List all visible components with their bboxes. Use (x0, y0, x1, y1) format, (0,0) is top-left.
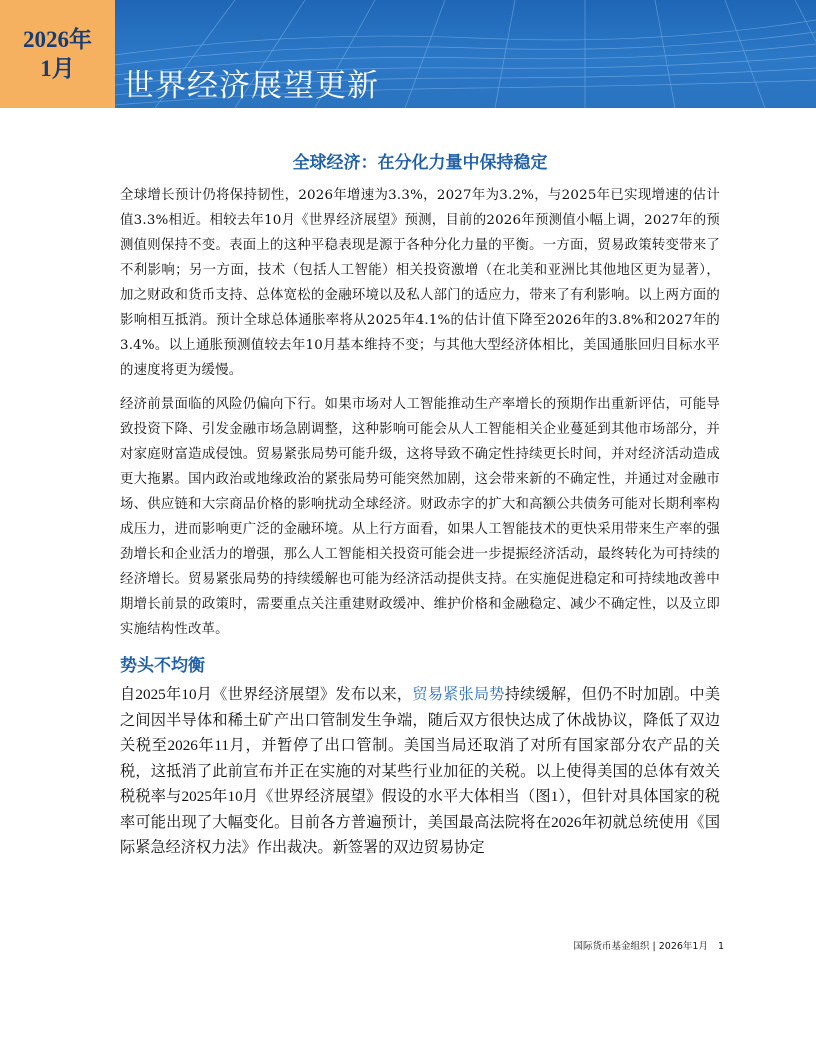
document-title: 世界经济展望更新 (123, 68, 379, 104)
paragraph-intro-text: 自2025年10月《世界经济展望》发布以来， (120, 686, 413, 703)
issue-date-month: 1月 (40, 56, 75, 81)
paragraph-body-text: 持续缓解，但仍不时加剧。中美之间因半导体和稀土矿产出口管制发生争端，随后双方很快达成了休战协议，降低了双边关税至2026年11月，并暂停了出口管制。美国当局还取消了对所有国家部分农产品的关税，这抵消了此前宣布并正在实施的对某些行业加征的关税。以上使得美国的总体有效关税税率与2025年10月《世界经济展望》假设的水平大体相当（图1），但针对具体国家的税率可能出现了大幅变化。目前各方普遍预计，美国最高法院将在2026年初就总统使用《国际紧急经济权力法》作出裁决。新签署的双边贸易协定 (120, 686, 721, 856)
footer-publisher: 国际货币基金组织 | 2026年1月 (573, 941, 708, 952)
subsection-title: 势头不均衡 (120, 656, 205, 676)
issue-date-box (0, 0, 115, 108)
trade-tensions-link[interactable]: 贸易紧张局势 (412, 686, 505, 703)
page-footer (552, 938, 724, 952)
paragraph-risks: 经济前景面临的风险仍偏向下行。如果市场对人工智能推动生产率增长的预期作出重新评估，可能导致投资下降、引发金融市场急剧调整，这种影响可能会从人工智能相关企业蔓延到其他市场部分，并对家庭财富造成侵蚀。贸易紧张局势可能升级，这将导致不确定性持续更长时间，并对经济活动造成更大拖累。国内政治或地缘政治的紧张局势可能突然加剧，这会带来新的不确定性，并通过对金融市场、供应链和大宗商品价格的影响扰动全球经济。财政赤字的扩大和高额公共债务可能对长期利率构成压力，进而影响更广泛的金融环境。从上行方面看，如果人工智能技术的更快采用带来生产率的强劲增长和企业活力的增强，那么人工智能相关投资可能会进一步提振经济活动，最终转化为可持续的经济增长。贸易紧张局势的持续缓解也可能为经济活动提供支持。在实施促进稳定和可持续地改善中期增长前景的政策时，需要重点关注重建财政缓冲、维护价格和金融稳定、减少不确定性，以及立即实施结构性改革。 (120, 397, 720, 637)
main-content (120, 148, 720, 861)
page-number: 1 (717, 941, 724, 952)
issue-date-year: 2026年 (23, 27, 92, 52)
paragraph-uneven-momentum (120, 682, 720, 861)
paragraph-global-growth: 全球增长预计仍将保持韧性，2026年增速为3.3%，2027年为3.2%，与2025年已实现增速的估计值3.3%相近。相较去年10月《世界经济展望》预测，目前的2026年预测值小幅上调，2027年的预测值则保持不变。表面上的这种平稳表现是源于各种分化力量的平衡。一方面，贸易政策转变带来了不利影响；另一方面，技术（包括人工智能）相关投资激增（在北美和亚洲比其他地区更为显著），加之财政和货币支持、总体宽松的金融环境以及私人部门的适应力，带来了有利影响。以上两方面的影响相互抵消。预计全球总体通胀率将从2025年4.1%的估计值下降至2026年的3.8%和2027年的3.4%。以上通胀预测值较去年10月基本维持不变；与其他大型经济体相比，美国通胀回归目标水平的速度将更为缓慢。 (120, 188, 720, 378)
page-header (0, 0, 816, 108)
title-banner (115, 0, 816, 108)
section-title: 全球经济：在分化力量中保持稳定 (292, 153, 548, 173)
